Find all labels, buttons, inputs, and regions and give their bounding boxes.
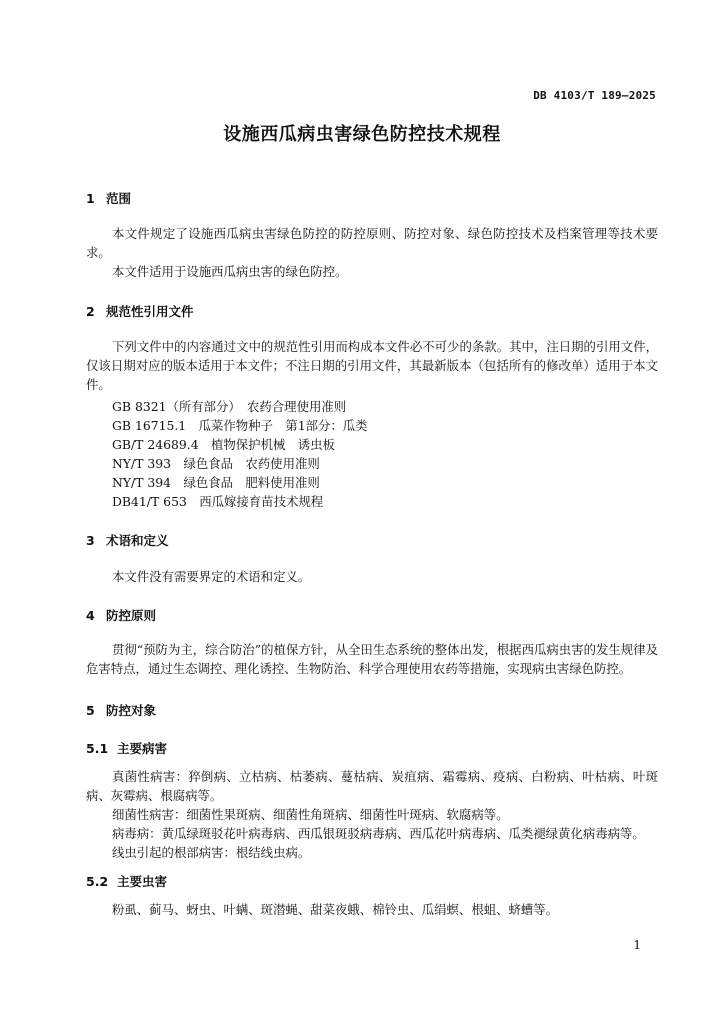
section-number: 5.1: [86, 741, 109, 756]
section-heading-1: [86, 189, 131, 207]
section-number: 5: [86, 703, 95, 718]
page-number: 1: [633, 938, 641, 952]
section-number: 5.2: [86, 874, 109, 889]
subsection-heading-5-2: [86, 872, 167, 890]
section-heading-4: [86, 606, 156, 624]
section-title: 范围: [106, 191, 132, 206]
section-number: 4: [86, 608, 95, 623]
reference-item: NY/T 393 绿色食品 农药使用准则: [112, 456, 320, 471]
paragraph-fungal-diseases: 真菌性病害：猝倒病、立枯病、枯萎病、蔓枯病、炭疽病、霜霉病、疫病、白粉病、叶枯病、叶斑病、灰霉病、根腐病等。: [86, 769, 658, 803]
section-heading-3: [86, 531, 169, 549]
section-number: 1: [86, 191, 95, 206]
document-title: 设施西瓜病虫害绿色防控技术规程: [223, 124, 501, 145]
reference-item: DB41/T 653 西瓜嫁接育苗技术规程: [112, 494, 324, 509]
reference-item: GB/T 24689.4 植物保护机械 诱虫板: [112, 437, 335, 452]
paragraph-normative-refs: 下列文件中的内容通过文中的规范性引用而构成本文件必不可少的条款。其中，注日期的引用文件，仅该日期对应的版本适用于本文件；不注日期的引用文件，其最新版本（包括所有的修改单）适用于本文件。: [86, 339, 658, 392]
subsection-heading-5-1: [86, 739, 167, 757]
section-heading-2: [86, 302, 194, 320]
reference-item: GB 16715.1 瓜菜作物种子 第1部分：瓜类: [112, 418, 368, 433]
section-heading-5: [86, 701, 156, 719]
section-number: 2: [86, 304, 95, 319]
paragraph-terms: 本文件没有需要界定的术语和定义。: [112, 569, 311, 584]
paragraph-bacterial-diseases: 细菌性病害：细菌性果斑病、细菌性角斑病、细菌性叶斑病、软腐病等。: [112, 807, 509, 822]
section-title: 主要虫害: [117, 874, 168, 889]
section-title: 主要病害: [117, 741, 168, 756]
reference-item: NY/T 394 绿色食品 肥料使用准则: [112, 475, 320, 490]
reference-item: GB 8321（所有部分） 农药合理使用准则: [112, 399, 347, 414]
paragraph-main-pests: 粉虱、蓟马、蚜虫、叶螨、斑潜蝇、甜菜夜蛾、棉铃虫、瓜绢螟、根蛆、蛴螬等。: [112, 902, 559, 917]
section-title: 防控对象: [106, 703, 157, 718]
document-code: DB 4103/T 189—2025: [533, 89, 656, 102]
paragraph-nematode-diseases: 线虫引起的根部病害：根结线虫病。: [112, 845, 311, 860]
paragraph-scope-2: 本文件适用于设施西瓜病虫害的绿色防控。: [112, 264, 348, 279]
section-title: 规范性引用文件: [106, 304, 194, 319]
paragraph-viral-diseases: 病毒病：黄瓜绿斑驳花叶病毒病、西瓜银斑驳病毒病、西瓜花叶病毒病、瓜类褪绿黄化病毒病等。: [112, 826, 645, 841]
section-number: 3: [86, 533, 95, 548]
paragraph-principles: 贯彻“预防为主，综合防治”的植保方针，从全田生态系统的整体出发，根据西瓜病虫害的发生规律及危害特点，通过生态调控、理化诱控、生物防治、科学合理使用农药等措施，实现病虫害绿色防控。: [86, 642, 658, 676]
paragraph-scope-1: 本文件规定了设施西瓜病虫害绿色防控的防控原则、防控对象、绿色防控技术及档案管理等技术要求。: [86, 226, 658, 260]
section-title: 术语和定义: [106, 533, 169, 548]
section-title: 防控原则: [106, 608, 157, 623]
